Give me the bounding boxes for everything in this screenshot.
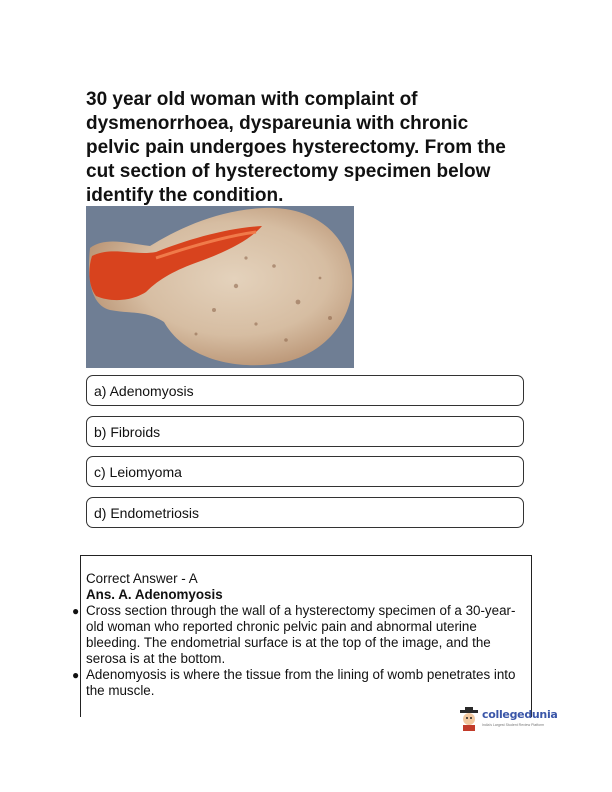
option-d[interactable]: d) Endometriosis [86, 497, 524, 528]
explanation-point [72, 667, 526, 699]
question-text: 30 year old woman with complaint of dysmenorrhoea, dyspareunia with chronic pelvic pain undergoes hysterectomy. From the cut section of hysterectomy specimen below identify the condition. [86, 89, 506, 206]
explanation-point [72, 603, 526, 667]
bullet-icon: ● [72, 668, 80, 682]
mascot-icon [458, 707, 480, 731]
option-b[interactable]: b) Fibroids [86, 416, 524, 447]
bullet-icon: ● [72, 604, 80, 618]
explanation-text: Cross section through the wall of a hysterectomy specimen of a 30-year-old woman who reported chronic pelvic pain and abnormal uterine bleeding. The endometrial surface is at the top of the image, and the serosa is at the bottom. [86, 603, 516, 666]
option-c[interactable]: c) Leiomyoma [86, 456, 524, 487]
option-a[interactable]: a) Adenomyosis [86, 375, 524, 406]
correct-answer-line: Correct Answer - A [86, 571, 198, 586]
explanation-text: Adenomyosis is where the tissue from the lining of womb penetrates into the muscle. [86, 667, 516, 698]
specimen-image [86, 206, 354, 368]
logo-text: collegedunia [482, 708, 558, 721]
explanation-list [72, 603, 526, 699]
collegedunia-logo [458, 705, 558, 735]
logo-tagline: India's Largest Student Review Platform [482, 723, 545, 727]
uterus-cut-section-illustration [86, 206, 354, 368]
answer-title: Ans. A. Adenomyosis [86, 587, 223, 602]
answer-explanation [72, 571, 526, 699]
